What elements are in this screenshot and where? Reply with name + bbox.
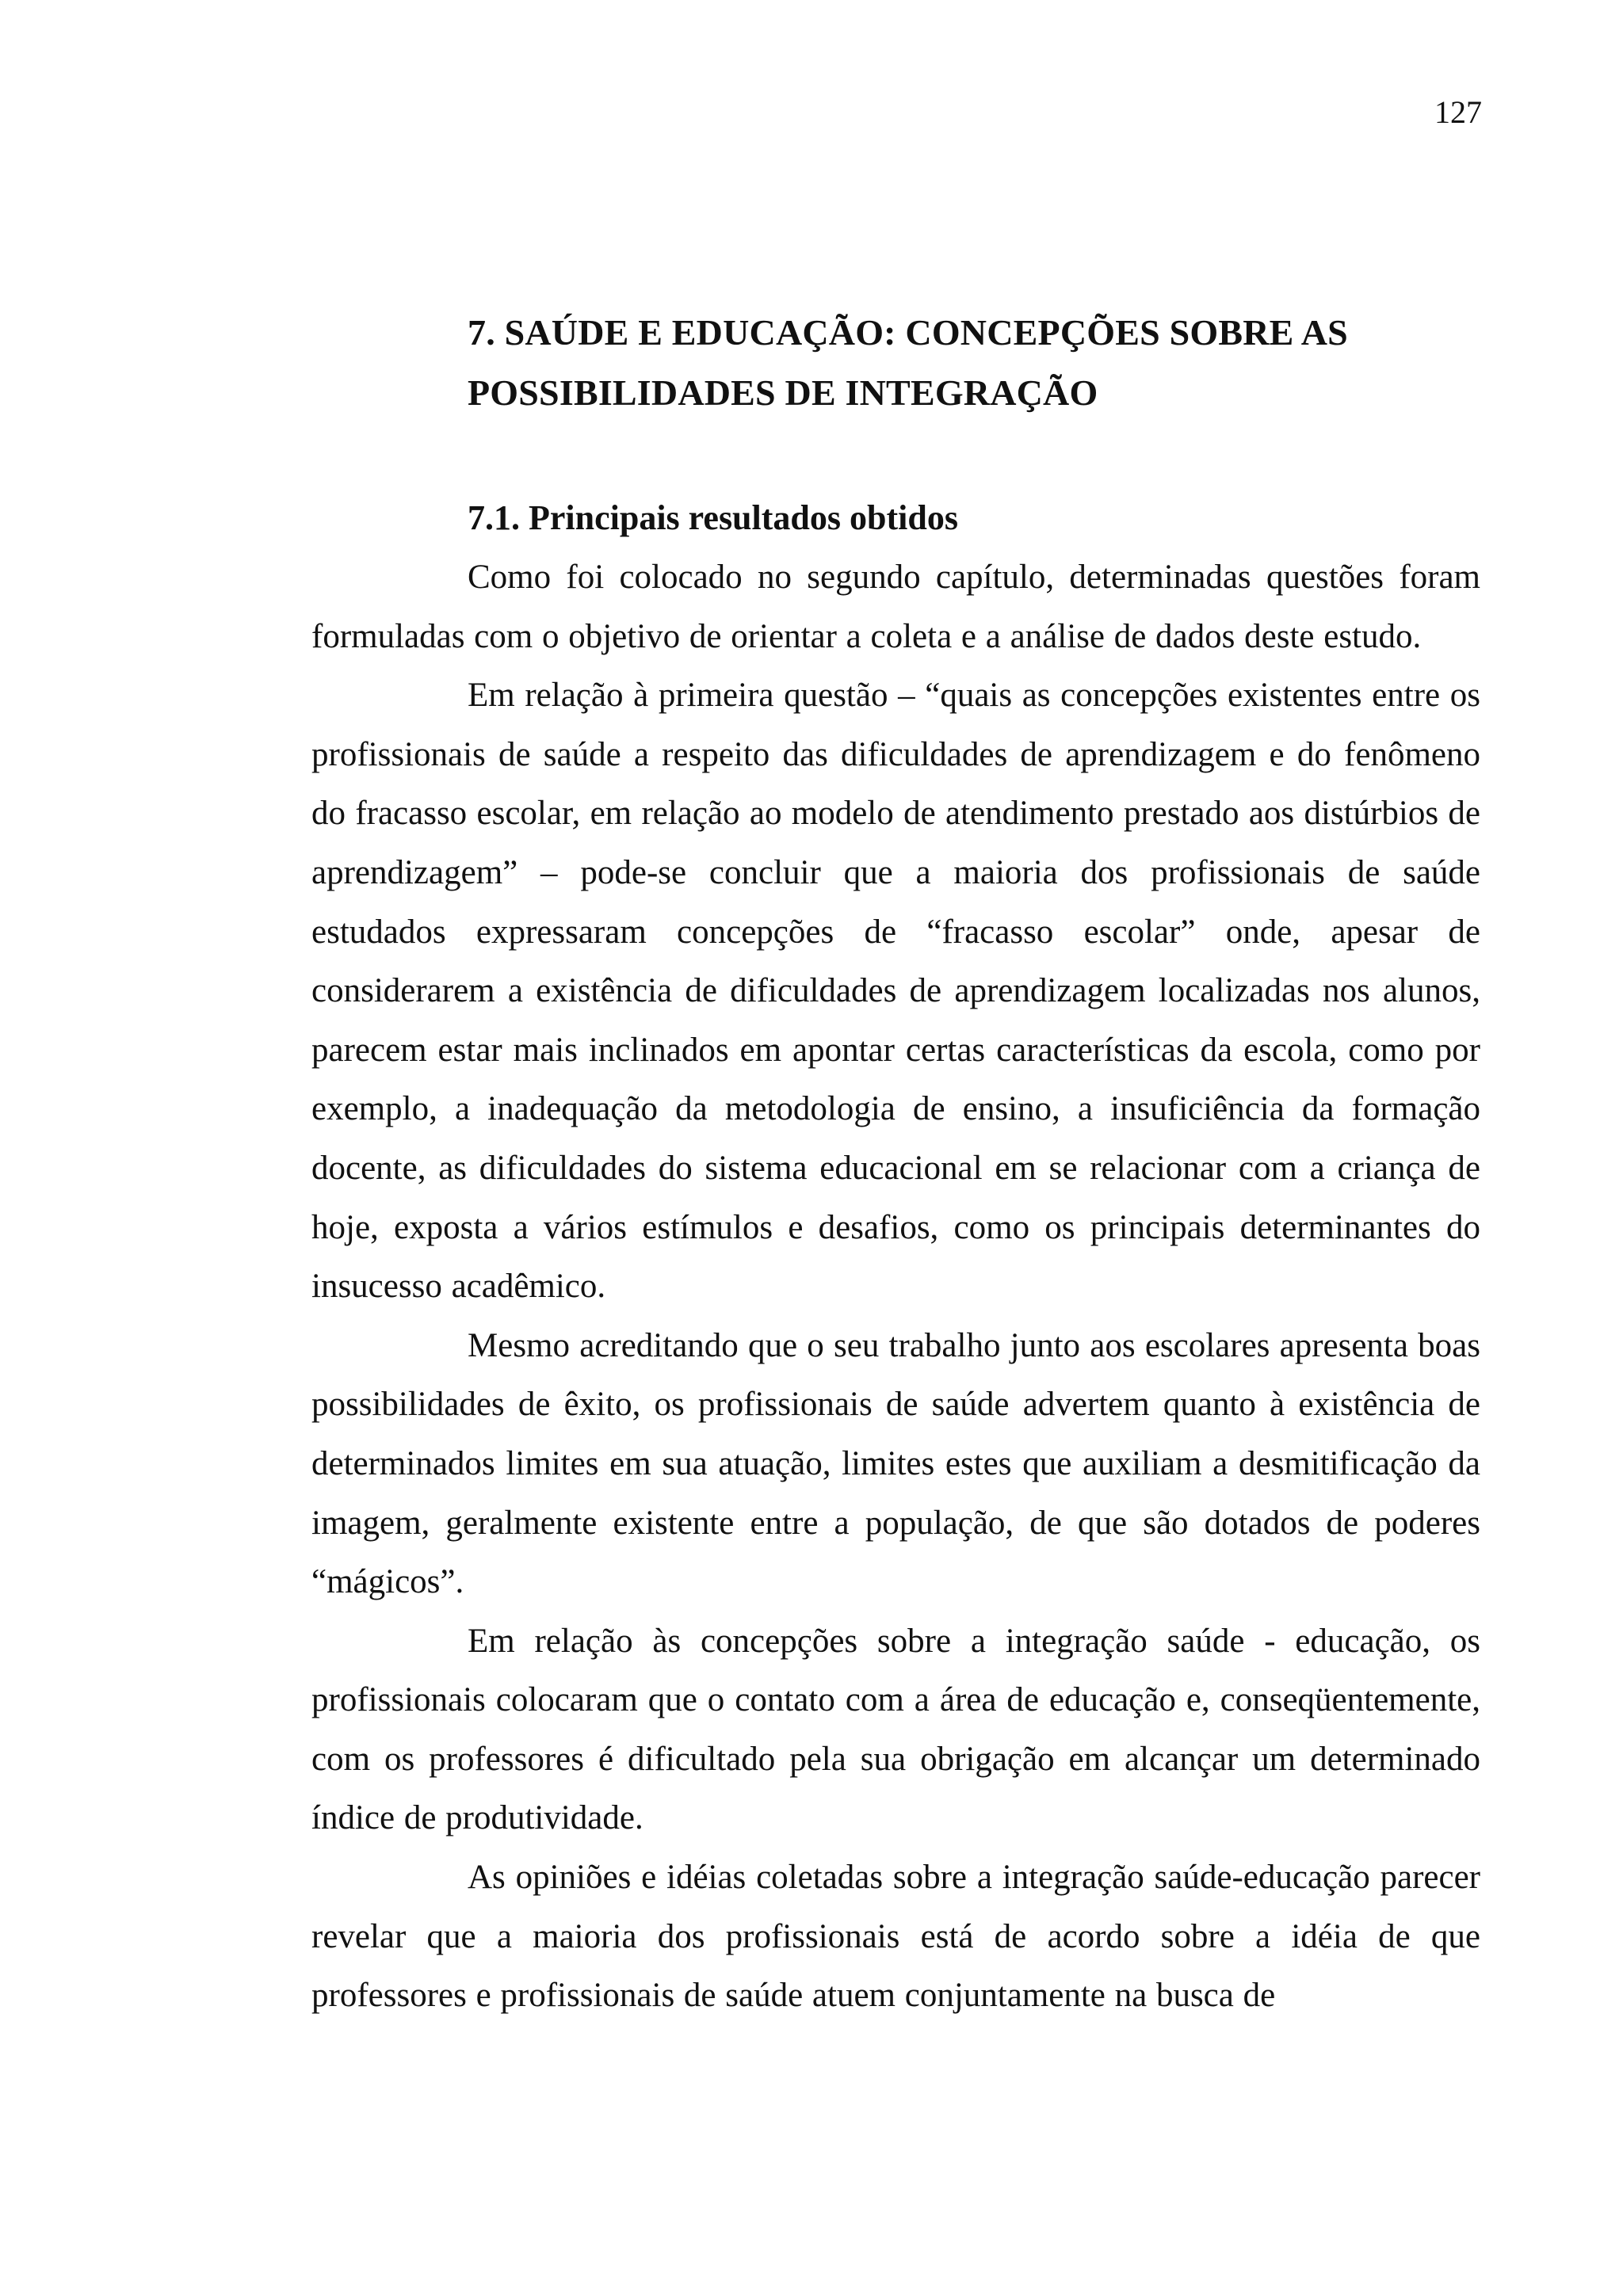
paragraph-5: As opiniões e idéias coletadas sobre a integração saúde-educação parecer revelar que a maioria dos profissionais está de acordo sobre a idéia de que professores e profissionais de saúde atuem conjuntamente na busca de — [311, 1859, 1480, 2015]
paragraph-2: Em relação à primeira questão – “quais as concepções existentes entre os profissionais de saúde a respeito das dificuldades de aprendizagem e do fenômeno do fracasso escolar, em relação ao modelo de atendimento prestado aos distúrbios de aprendizagem” – pode-se concluir que a maioria dos profissionais de saúde estudados expressaram concepções de “fracasso escolar” onde, apesar de considerarem a existência de dificuldades de aprendizagem localizadas nos alunos, parecem estar mais inclinados em apontar certas características da escola, como por exemplo, a inadequação da metodologia de ensino, a insuficiência da formação docente, as dificuldades do sistema educacional em se relacionar com a criança de hoje, exposta a vários estímulos e desafios, como os principais determinantes do insucesso acadêmico. — [311, 677, 1480, 1306]
page-number: 127 — [1434, 94, 1482, 130]
chapter-title-line-1: 7. SAÚDE E EDUCAÇÃO: CONCEPÇÕES SOBRE AS — [468, 312, 1348, 353]
body-text — [311, 548, 1480, 2026]
paragraph-4: Em relação às concepções sobre a integração saúde - educação, os profissionais colocaram que o contato com a área de educação e, conseqüentemente, com os professores é dificultado pela sua obrigação em alcançar um determinado índice de produtividade. — [311, 1622, 1480, 1837]
paragraph-1: Como foi colocado no segundo capítulo, determinadas questões foram formuladas com o objetivo de orientar a coleta e a análise de dados deste estudo. — [311, 559, 1480, 655]
chapter-title — [468, 303, 1482, 423]
chapter-title-line-2: POSSIBILIDADES DE INTEGRAÇÃO — [468, 372, 1098, 413]
paragraph-3: Mesmo acreditando que o seu trabalho junto aos escolares apresenta boas possibilidades de êxito, os profissionais de saúde advertem quanto à existência de determinados limites em sua atuação, limites estes que auxiliam a desmitificação da imagem, geralmente existente entre a população, de que são dotados de poderes “mágicos”. — [311, 1326, 1480, 1601]
section-title: 7.1. Principais resultados obtidos — [468, 498, 958, 537]
